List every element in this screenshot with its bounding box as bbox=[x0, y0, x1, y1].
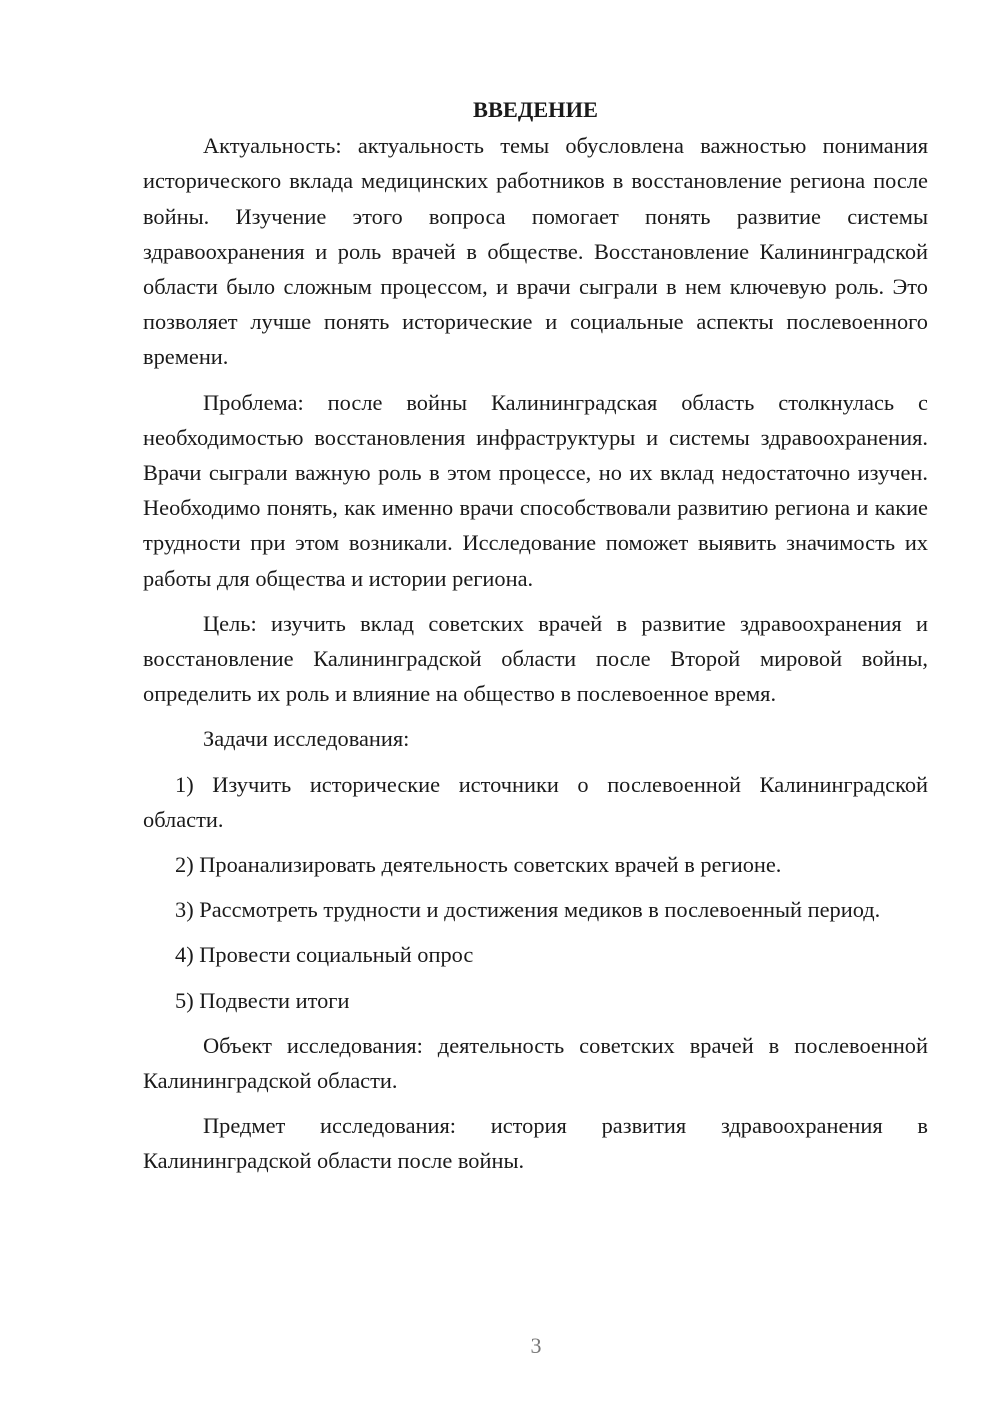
task-item-2: 2) Проанализировать деятельность советских врачей в регионе. bbox=[175, 852, 782, 878]
page-number: 3 bbox=[530, 1333, 542, 1358]
task-item-1: 1) Изучить исторические источники о послевоенной Калининградской области. bbox=[143, 771, 928, 832]
paragraph-tasks-heading: Задачи исследования: bbox=[203, 726, 410, 752]
document-page bbox=[143, 92, 928, 1189]
task-item-5: 5) Подвести итоги bbox=[175, 987, 350, 1013]
task-item-3: 3) Рассмотреть трудности и достижения медиков в послевоенный период. bbox=[175, 897, 881, 923]
task-item-4: 4) Провести социальный опрос bbox=[175, 942, 474, 968]
paragraph-relevance: Актуальность: актуальность темы обусловлена важностью понимания исторического вклада медицинских работников в восстановление региона после войны. Изучение этого вопроса помогает понять развитие системы здравоохранения и роль врачей в обществе. Восстановление Калининградской области было сложным процессом, и врачи сыграли в нем ключевую роль. Это позволяет лучше понять исторические и социальные аспекты послевоенного времени. bbox=[143, 133, 928, 370]
paragraph-goal: Цель: изучить вклад советских врачей в развитие здравоохранения и восстановление Калининградской области после Второй мировой войны, определить их роль и влияние на общество в послевоенное время. bbox=[143, 610, 928, 707]
paragraph-subject: Предмет исследования: история развития здравоохранения в Калининградской области после войны. bbox=[143, 1113, 928, 1174]
paragraph-problem: Проблема: после войны Калининградская область столкнулась с необходимостью восстановления инфраструктуры и системы здравоохранения. Врачи сыграли важную роль в этом процессе, но их вклад недостаточно изучен. Необходимо понять, как именно врачи способствовали развитию региона и какие трудности при этом возникали. Исследование поможет выявить значимость их работы для общества и истории региона. bbox=[143, 389, 928, 591]
paragraph-object: Объект исследования: деятельность советских врачей в послевоенной Калининградской области. bbox=[143, 1032, 928, 1094]
section-title: ВВЕДЕНИЕ bbox=[473, 97, 598, 122]
